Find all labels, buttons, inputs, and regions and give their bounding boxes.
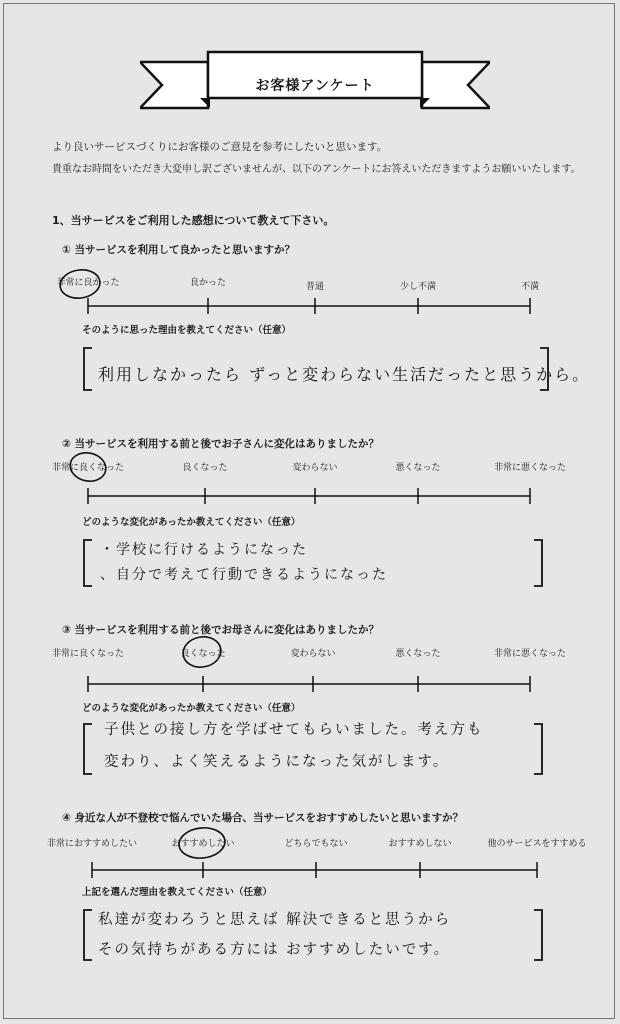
question-3-title: ③ 当サービスを利用する前と後でお母さんに変化はありましたか？ xyxy=(62,624,380,636)
q1-reason-label: そのように思った理由を教えてください（任意） xyxy=(82,325,292,336)
q4-option-1[interactable]: 非常におすすめしたい xyxy=(46,839,138,849)
intro-line-2: 貴重なお時間をいただき大変申し訳ございませんが、以下のアンケートにお答えいただきますようお願いいたします。 xyxy=(52,164,581,175)
q3-answer-line-1: 子供との接し方を学ばせてもらいました。考え方も xyxy=(104,722,484,738)
q3-option-2[interactable]: 良くなった xyxy=(180,649,226,659)
q3-option-1[interactable]: 非常に良くなった xyxy=(51,649,125,659)
q4-option-5[interactable]: 他のサービスをすすめる xyxy=(487,839,587,849)
q1-option-2[interactable]: 良かった xyxy=(189,278,227,288)
q2-reason-label: どのような変化があったか教えてください（任意） xyxy=(82,517,301,528)
q2-answer-line-1: ・学校に行けるようになった xyxy=(100,542,308,558)
q2-scale xyxy=(0,486,620,506)
q3-selected-circle-mark xyxy=(178,634,226,670)
q4-reason-label: 上記を選んだ理由を教えてください（任意） xyxy=(82,887,273,898)
q1-option-3[interactable]: 普通 xyxy=(305,282,325,292)
q3-option-5[interactable]: 非常に悪くなった xyxy=(493,649,567,659)
q2-option-1[interactable]: 非常に良くなった xyxy=(51,463,125,473)
q1-option-4[interactable]: 少し不満 xyxy=(399,282,437,292)
q2-selected-circle-mark xyxy=(64,450,112,484)
q3-answer-line-2: 変わり、よく笑えるようになった気がします。 xyxy=(104,754,450,770)
q4-option-2[interactable]: おすすめしたい xyxy=(171,839,235,849)
section-heading: 1、当サービスをご利用した感想について教えて下さい。 xyxy=(52,214,335,227)
q4-option-4[interactable]: おすすめしない xyxy=(388,839,452,849)
intro-line-1: より良いサービスづくりにお客様のご意見を参考にしたいと思います。 xyxy=(52,141,388,153)
q2-option-4[interactable]: 悪くなった xyxy=(395,463,441,473)
q2-option-5[interactable]: 非常に悪くなった xyxy=(493,463,567,473)
q3-reason-label: どのような変化があったか教えてください（任意） xyxy=(82,703,301,714)
q3-option-3[interactable]: 変わらない xyxy=(290,649,336,659)
q1-selected-circle-mark xyxy=(54,266,110,302)
q1-option-1[interactable]: 非常に良かった xyxy=(56,278,120,288)
q3-scale xyxy=(0,674,620,694)
q1-answer-line-1: 利用しなかったら ずっと変わらない生活だったと思うから。 xyxy=(98,365,591,384)
q4-selected-circle-mark xyxy=(174,824,230,862)
q3-option-4[interactable]: 悪くなった xyxy=(395,649,441,659)
q4-answer-line-1: 私達が変わろうと思えば 解決できると思うから xyxy=(98,912,452,928)
q4-option-3[interactable]: どちらでもない xyxy=(284,839,348,849)
question-2-title: ② 当サービスを利用する前と後でお子さんに変化はありましたか？ xyxy=(62,438,380,450)
survey-title: お客様アンケート xyxy=(255,78,375,94)
question-4-title: ④ 身近な人が不登校で悩んでいた場合、当サービスをおすすめしたいと思いますか？ xyxy=(62,812,464,824)
q4-scale xyxy=(0,860,620,880)
question-1-title: ① 当サービスを利用して良かったと思いますか？ xyxy=(62,244,296,256)
q2-option-2[interactable]: 良くなった xyxy=(182,463,228,473)
q1-option-5[interactable]: 不満 xyxy=(520,282,540,292)
q2-option-3[interactable]: 変わらない xyxy=(292,463,338,473)
q4-answer-line-2: その気持ちがある方には おすすめしたいです。 xyxy=(98,942,451,958)
q2-answer-line-2: 、自分で考えて行動できるようになった xyxy=(100,567,388,583)
